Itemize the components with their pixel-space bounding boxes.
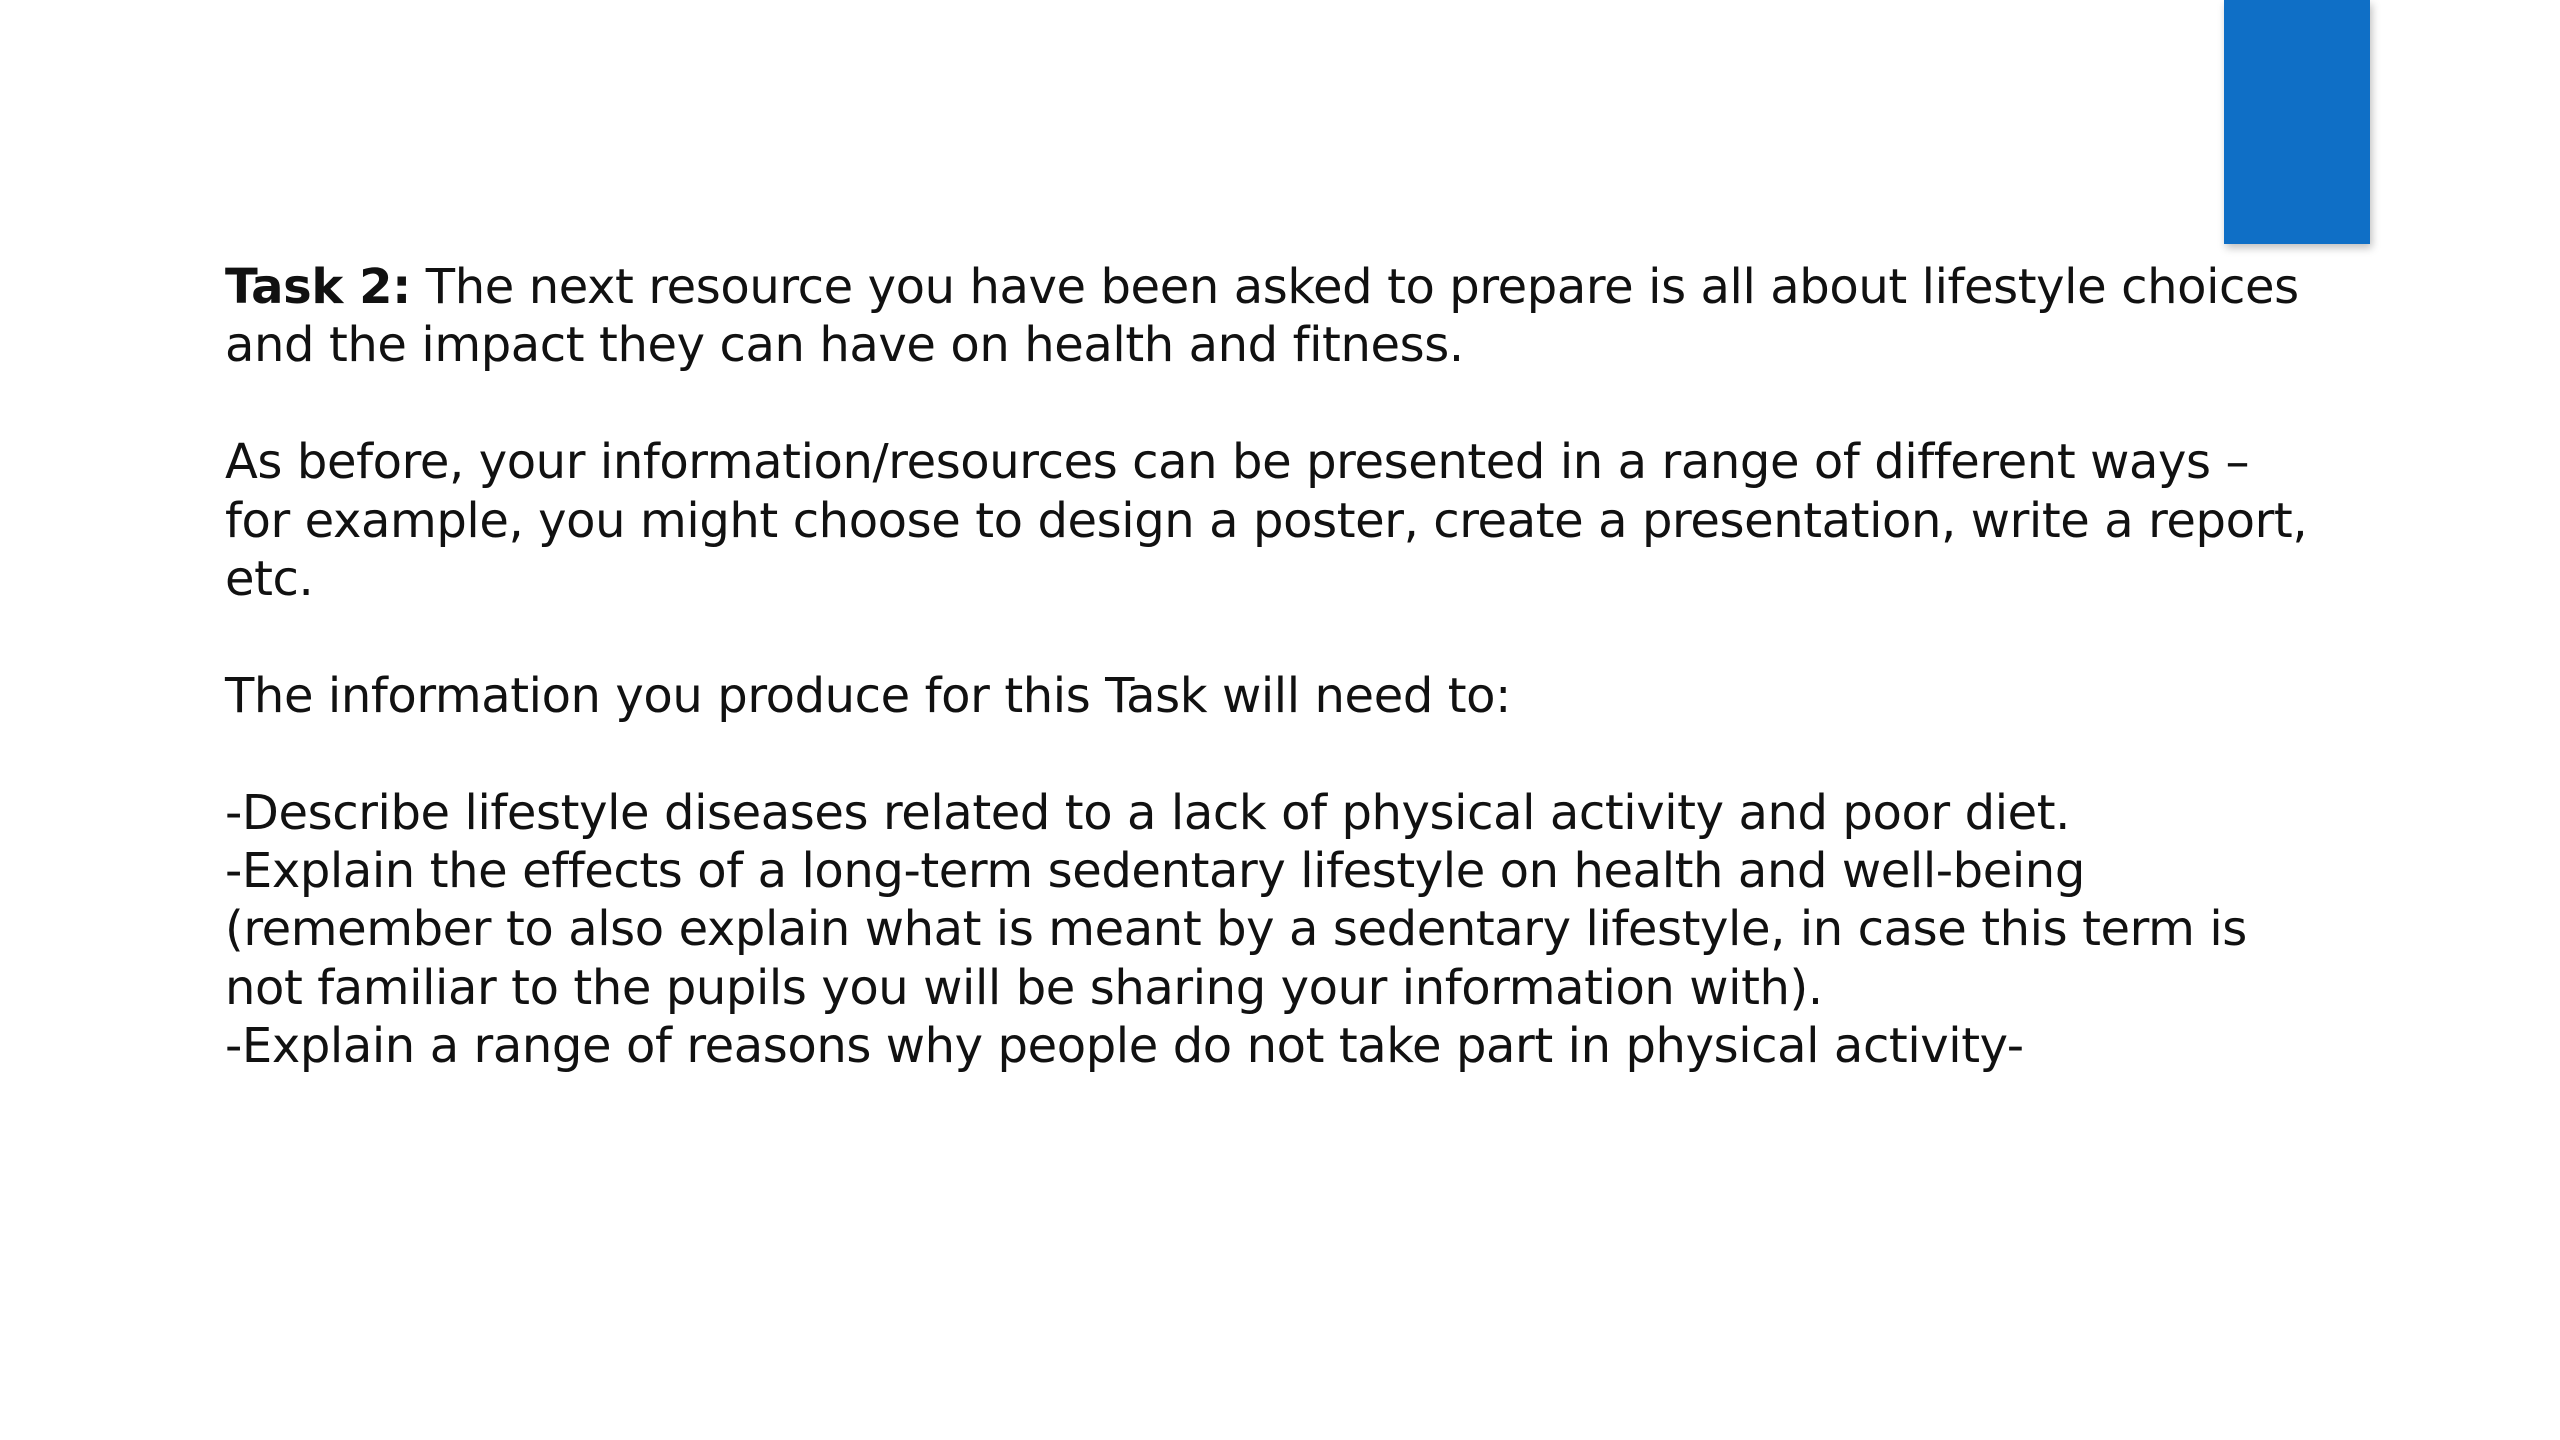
requirements-intro: The information you produce for this Task will need to: xyxy=(225,667,1511,724)
task-paragraph xyxy=(225,258,2325,375)
requirement-item: -Explain the effects of a long-term sedentary lifestyle on health and well-being (remember to also explain what is meant by a sedentary lifestyle, in case this term is not familiar to the pupils you will be sharing your information with). xyxy=(225,843,2247,1016)
task-label: Task 2: xyxy=(225,259,411,315)
requirement-item: -Explain a range of reasons why people do not take part in physical activity- xyxy=(225,1018,2024,1075)
paragraph-gap xyxy=(225,725,2325,783)
slide-body xyxy=(225,258,2325,1076)
paragraph-gap xyxy=(225,375,2325,433)
task-intro: The next resource you have been asked to prepare is all about lifestyle choices and the impact they can have on health and fitness. xyxy=(225,259,2299,374)
paragraph-gap xyxy=(225,608,2325,666)
accent-bar xyxy=(2224,0,2370,244)
requirement-item: -Describe lifestyle diseases related to a lack of physical activity and poor diet. xyxy=(225,784,2071,841)
presentation-paragraph: As before, your information/resources can be presented in a range of different ways – for example, you might choose to design a poster, create a presentation, write a report, etc. xyxy=(225,434,2308,608)
